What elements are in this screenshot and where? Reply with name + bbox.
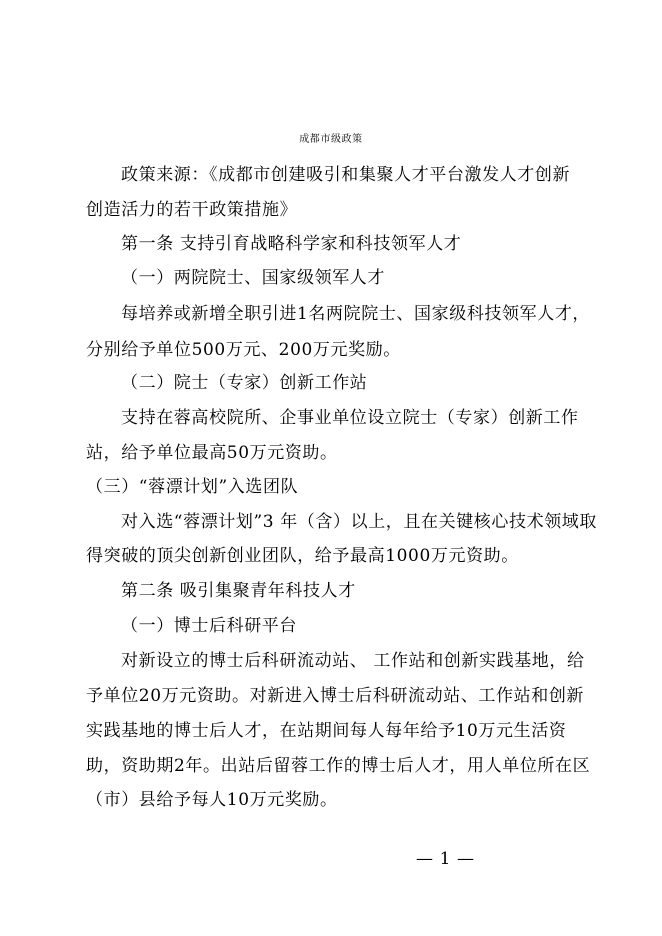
- paragraph-line: 分别给予单位500万元、200万元奖励。: [86, 340, 401, 360]
- paragraph-line: 予单位20万元资助。对新进入博士后科研流动站、工作站和创新: [86, 686, 585, 706]
- paragraph-line: （市）县给予每人10万元奖励。: [86, 790, 338, 810]
- paragraph-line: 站，给予单位最高50万元资助。: [86, 443, 338, 463]
- policy-source-line-2: 创造活力的若干政策措施》: [86, 200, 298, 220]
- policy-source-line-1: 政策来源：《成都市创建吸引和集聚人才平台激发人才创新: [121, 165, 571, 185]
- paragraph-line: 支持在蓉高校院所、企事业单位设立院士（专家）创新工作: [121, 408, 579, 428]
- page-title: 成都市级政策: [299, 134, 363, 145]
- paragraph-line: 对入选“蓉漂计划”3 年（含）以上，且在关键核心技术领域取: [121, 512, 598, 532]
- section-1-1-heading: （一）两院院士、国家级领军人才: [121, 268, 385, 288]
- section-2-1-heading: （一）博士后科研平台: [121, 616, 297, 636]
- section-1-3-heading: （三）“蓉漂计划”入选团队: [86, 477, 299, 497]
- paragraph-line: 得突破的顶尖创新创业团队，给予最高1000万元资助。: [86, 546, 519, 566]
- section-1-2-heading: （二）院士（专家）创新工作站: [121, 373, 368, 393]
- paragraph-line: 每培养或新增全职引进1名两院院士、国家级科技领军人才，: [121, 304, 591, 324]
- article-1-heading: 第一条 支持引育战略科学家和科技领军人才: [121, 234, 462, 254]
- paragraph-line: 对新设立的博士后科研流动站、 工作站和创新实践基地，给: [121, 651, 585, 671]
- paragraph-line: 助，资助期2年。出站后留蓉工作的博士后人才，用人单位所在区: [86, 756, 591, 776]
- article-2-heading: 第二条 吸引集聚青年科技人才: [121, 581, 356, 601]
- paragraph-line: 实践基地的博士后人才，在站期间每人每年给予10万元生活资: [86, 721, 567, 741]
- page-number: — 1 —: [416, 849, 475, 869]
